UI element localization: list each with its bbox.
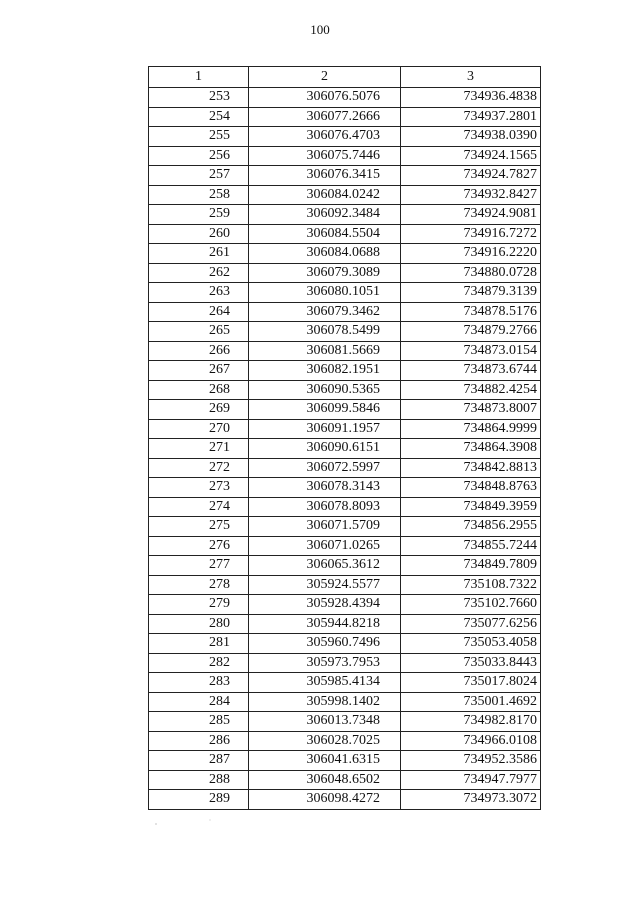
- column-header-number: 1: [149, 67, 249, 88]
- table-row: [149, 146, 541, 166]
- table-row: [149, 712, 541, 732]
- x-coordinate-cell: 305960.7496: [249, 634, 401, 654]
- y-coordinate-cell: 734849.3959: [401, 497, 541, 517]
- table-row: [149, 127, 541, 147]
- y-coordinate-cell: 735108.7322: [401, 575, 541, 595]
- point-number-cell: 287: [149, 751, 249, 771]
- y-coordinate-cell: 734880.0728: [401, 263, 541, 283]
- point-number-cell: 280: [149, 614, 249, 634]
- point-number-cell: 275: [149, 517, 249, 537]
- y-coordinate-cell: 734924.7827: [401, 166, 541, 186]
- point-number-cell: 277: [149, 556, 249, 576]
- table-row: [149, 790, 541, 810]
- table-row: [149, 322, 541, 342]
- point-number-cell: 273: [149, 478, 249, 498]
- x-coordinate-cell: 306071.0265: [249, 536, 401, 556]
- point-number-cell: 281: [149, 634, 249, 654]
- y-coordinate-cell: 734924.1565: [401, 146, 541, 166]
- x-coordinate-cell: 306082.1951: [249, 361, 401, 381]
- point-number-cell: 263: [149, 283, 249, 303]
- x-coordinate-cell: 305928.4394: [249, 595, 401, 615]
- x-coordinate-cell: 306078.3143: [249, 478, 401, 498]
- table-row: [149, 575, 541, 595]
- x-coordinate-cell: 306091.1957: [249, 419, 401, 439]
- y-coordinate-cell: 734873.0154: [401, 341, 541, 361]
- point-number-cell: 289: [149, 790, 249, 810]
- x-coordinate-cell: 306048.6502: [249, 770, 401, 790]
- point-number-cell: 260: [149, 224, 249, 244]
- y-coordinate-cell: 734882.4254: [401, 380, 541, 400]
- y-coordinate-cell: 734873.6744: [401, 361, 541, 381]
- point-number-cell: 266: [149, 341, 249, 361]
- table-row: [149, 653, 541, 673]
- y-coordinate-cell: 734848.8763: [401, 478, 541, 498]
- y-coordinate-cell: 734855.7244: [401, 536, 541, 556]
- x-coordinate-cell: 306084.0688: [249, 244, 401, 264]
- table-row: [149, 692, 541, 712]
- x-coordinate-cell: 306079.3462: [249, 302, 401, 322]
- y-coordinate-cell: 735102.7660: [401, 595, 541, 615]
- table-row: [149, 497, 541, 517]
- y-coordinate-cell: 734936.4838: [401, 88, 541, 108]
- x-coordinate-cell: 306076.4703: [249, 127, 401, 147]
- y-coordinate-cell: 735053.4058: [401, 634, 541, 654]
- y-coordinate-cell: 734924.9081: [401, 205, 541, 225]
- table-row: [149, 556, 541, 576]
- x-coordinate-cell: 305973.7953: [249, 653, 401, 673]
- point-number-cell: 261: [149, 244, 249, 264]
- y-coordinate-cell: 734879.2766: [401, 322, 541, 342]
- y-coordinate-cell: 734973.3072: [401, 790, 541, 810]
- point-number-cell: 278: [149, 575, 249, 595]
- x-coordinate-cell: 306090.5365: [249, 380, 401, 400]
- x-coordinate-cell: 306076.3415: [249, 166, 401, 186]
- table-row: [149, 770, 541, 790]
- table-row: [149, 673, 541, 693]
- table-row: [149, 224, 541, 244]
- page-number: 100: [310, 22, 330, 37]
- y-coordinate-cell: 734916.7272: [401, 224, 541, 244]
- column-header-y: 3: [401, 67, 541, 88]
- y-coordinate-cell: 735017.8024: [401, 673, 541, 693]
- table-row: [149, 478, 541, 498]
- x-coordinate-cell: 306071.5709: [249, 517, 401, 537]
- x-coordinate-cell: 306075.7446: [249, 146, 401, 166]
- table-row: [149, 205, 541, 225]
- point-number-cell: 272: [149, 458, 249, 478]
- x-coordinate-cell: 306077.2666: [249, 107, 401, 127]
- x-coordinate-cell: 306081.5669: [249, 341, 401, 361]
- y-coordinate-cell: 734932.8427: [401, 185, 541, 205]
- table-header-row: [149, 67, 541, 88]
- point-number-cell: 288: [149, 770, 249, 790]
- y-coordinate-cell: 734842.8813: [401, 458, 541, 478]
- table-row: [149, 88, 541, 108]
- x-coordinate-cell: 306084.0242: [249, 185, 401, 205]
- table-row: [149, 517, 541, 537]
- point-number-cell: 284: [149, 692, 249, 712]
- x-coordinate-cell: 306080.1051: [249, 283, 401, 303]
- x-coordinate-cell: 306076.5076: [249, 88, 401, 108]
- coordinates-table: [148, 66, 541, 810]
- y-coordinate-cell: 735077.6256: [401, 614, 541, 634]
- x-coordinate-cell: 306072.5997: [249, 458, 401, 478]
- table-row: [149, 283, 541, 303]
- x-coordinate-cell: 306078.8093: [249, 497, 401, 517]
- y-coordinate-cell: 734878.5176: [401, 302, 541, 322]
- point-number-cell: 274: [149, 497, 249, 517]
- table-row: [149, 419, 541, 439]
- point-number-cell: 257: [149, 166, 249, 186]
- table-row: [149, 302, 541, 322]
- table-row: [149, 751, 541, 771]
- x-coordinate-cell: 305985.4134: [249, 673, 401, 693]
- x-coordinate-cell: 306084.5504: [249, 224, 401, 244]
- point-number-cell: 268: [149, 380, 249, 400]
- table-body: [149, 88, 541, 810]
- x-coordinate-cell: 306013.7348: [249, 712, 401, 732]
- table-row: [149, 439, 541, 459]
- point-number-cell: 254: [149, 107, 249, 127]
- point-number-cell: 255: [149, 127, 249, 147]
- table-row: [149, 614, 541, 634]
- x-coordinate-cell: 306090.6151: [249, 439, 401, 459]
- x-coordinate-cell: 306028.7025: [249, 731, 401, 751]
- table-row: [149, 166, 541, 186]
- y-coordinate-cell: 734849.7809: [401, 556, 541, 576]
- y-coordinate-cell: 734873.8007: [401, 400, 541, 420]
- point-number-cell: 265: [149, 322, 249, 342]
- x-coordinate-cell: 306092.3484: [249, 205, 401, 225]
- table-row: [149, 536, 541, 556]
- x-coordinate-cell: 306041.6315: [249, 751, 401, 771]
- y-coordinate-cell: 734864.9999: [401, 419, 541, 439]
- y-coordinate-cell: 734982.8170: [401, 712, 541, 732]
- x-coordinate-cell: 305924.5577: [249, 575, 401, 595]
- table-row: [149, 595, 541, 615]
- point-number-cell: 267: [149, 361, 249, 381]
- table-row: [149, 458, 541, 478]
- x-coordinate-cell: 305944.8218: [249, 614, 401, 634]
- y-coordinate-cell: 734966.0108: [401, 731, 541, 751]
- table-row: [149, 634, 541, 654]
- table-row: [149, 380, 541, 400]
- y-coordinate-cell: 735001.4692: [401, 692, 541, 712]
- point-number-cell: 258: [149, 185, 249, 205]
- point-number-cell: 286: [149, 731, 249, 751]
- table-row: [149, 400, 541, 420]
- scan-specks: [148, 814, 218, 834]
- point-number-cell: 259: [149, 205, 249, 225]
- table-row: [149, 244, 541, 264]
- column-header-x: 2: [249, 67, 401, 88]
- x-coordinate-cell: 306099.5846: [249, 400, 401, 420]
- table-row: [149, 361, 541, 381]
- point-number-cell: 256: [149, 146, 249, 166]
- y-coordinate-cell: 734864.3908: [401, 439, 541, 459]
- table-row: [149, 263, 541, 283]
- table-row: [149, 731, 541, 751]
- y-coordinate-cell: 734879.3139: [401, 283, 541, 303]
- point-number-cell: 264: [149, 302, 249, 322]
- point-number-cell: 253: [149, 88, 249, 108]
- table-row: [149, 341, 541, 361]
- x-coordinate-cell: 306065.3612: [249, 556, 401, 576]
- x-coordinate-cell: 306078.5499: [249, 322, 401, 342]
- point-number-cell: 262: [149, 263, 249, 283]
- point-number-cell: 279: [149, 595, 249, 615]
- y-coordinate-cell: 735033.8443: [401, 653, 541, 673]
- point-number-cell: 276: [149, 536, 249, 556]
- table-row: [149, 185, 541, 205]
- y-coordinate-cell: 734916.2220: [401, 244, 541, 264]
- point-number-cell: 269: [149, 400, 249, 420]
- y-coordinate-cell: 734856.2955: [401, 517, 541, 537]
- y-coordinate-cell: 734952.3586: [401, 751, 541, 771]
- y-coordinate-cell: 734947.7977: [401, 770, 541, 790]
- y-coordinate-cell: 734937.2801: [401, 107, 541, 127]
- point-number-cell: 285: [149, 712, 249, 732]
- point-number-cell: 283: [149, 673, 249, 693]
- x-coordinate-cell: 306098.4272: [249, 790, 401, 810]
- point-number-cell: 270: [149, 419, 249, 439]
- point-number-cell: 271: [149, 439, 249, 459]
- x-coordinate-cell: 306079.3089: [249, 263, 401, 283]
- x-coordinate-cell: 305998.1402: [249, 692, 401, 712]
- table-row: [149, 107, 541, 127]
- y-coordinate-cell: 734938.0390: [401, 127, 541, 147]
- point-number-cell: 282: [149, 653, 249, 673]
